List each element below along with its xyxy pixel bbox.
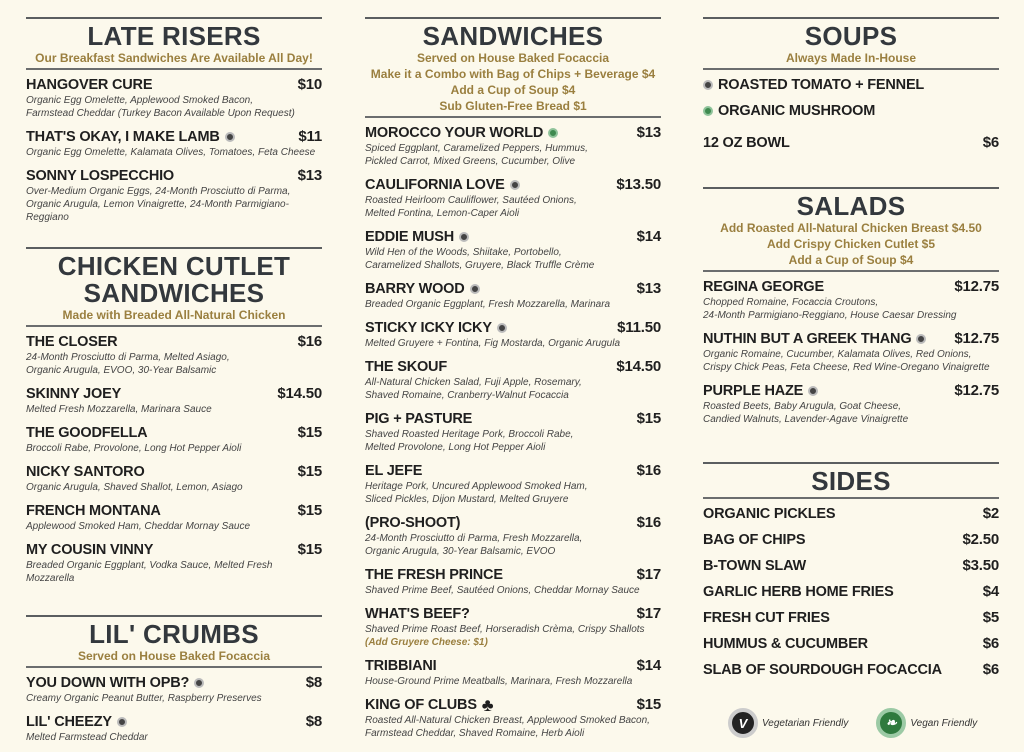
menu-item-price: $2.50: [962, 531, 999, 548]
menu-item-header: [365, 358, 661, 376]
menu-item-name-wrap: [703, 102, 875, 120]
menu-item-name-wrap: [26, 167, 174, 185]
menu-item-header: [26, 502, 322, 520]
section-subtitle: Add Roasted All-Natural Chicken Breast $4.50: [720, 221, 982, 235]
menu-item-name: PURPLE HAZE: [703, 383, 804, 399]
menu-item-name-wrap: [365, 124, 558, 142]
menu-item: [365, 566, 661, 597]
menu-item-description: Melted Farmstead Cheddar: [26, 732, 148, 743]
menu-item-description: Chopped Romaine, Focaccia Croutons, 24-Month Parmigiano-Reggiano, House Caesar Dressing: [703, 297, 957, 321]
menu-item-name-wrap: [703, 278, 824, 296]
menu-item-name: ORGANIC MUSHROOM: [718, 103, 876, 119]
menu-item: [703, 134, 999, 152]
section-divider: [703, 187, 999, 189]
menu-item-price: $6: [982, 134, 999, 151]
vegetarian-icon: [194, 678, 204, 688]
menu-item-description: Shaved Roasted Heritage Pork, Broccoli Rabe, Melted Provolone, Long Hot Pepper Aioli: [365, 429, 574, 453]
section-subtitle: Add a Cup of Soup $4: [788, 253, 914, 267]
menu-item-name: ROASTED TOMATO + FENNEL: [718, 77, 925, 93]
menu-item-price: $15: [297, 541, 322, 558]
menu-item-header: [703, 505, 999, 523]
menu-item-header: [365, 657, 661, 675]
menu-item-name: EL JEFE: [365, 463, 423, 479]
menu-item-price: $17: [636, 566, 661, 583]
vegetarian-icon: [497, 323, 507, 333]
menu-item-price: $17: [636, 605, 661, 622]
menu-item-name-wrap: [703, 557, 806, 575]
menu-item-name-wrap: [365, 176, 520, 194]
menu-item-header: [26, 385, 322, 403]
menu-item-header: [703, 134, 999, 152]
menu-item-header: [365, 605, 661, 623]
legend-vegan-label: Vegan Friendly: [910, 717, 978, 729]
menu-item-description: House-Ground Prime Meatballs, Marinara, Fresh Mozzarella: [365, 676, 633, 687]
menu-item-name: YOU DOWN WITH OPB?: [26, 675, 190, 691]
section-title: CHICKEN CUTLET: [57, 251, 291, 281]
menu-item-description: Creamy Organic Peanut Butter, Raspberry Preserves: [26, 693, 262, 704]
menu-item-header: [365, 280, 661, 298]
menu-item-name: THE CLOSER: [26, 334, 118, 350]
section-soups: [703, 17, 999, 160]
menu-item-header: [703, 661, 999, 679]
menu-item-name: MOROCCO YOUR WORLD: [365, 125, 544, 141]
menu-item-header: [365, 124, 661, 142]
section-subtitle: Always Made In-House: [785, 51, 917, 65]
menu-item-name: PIG + PASTURE: [365, 411, 473, 427]
menu-item: [365, 176, 661, 220]
menu-item-price: $16: [297, 333, 322, 350]
menu-item-description: Roasted All-Natural Chicken Breast, Applewood Smoked Bacon, Farmstead Cheddar, Shaved Romaine, Herb Aioli: [365, 715, 650, 739]
menu-item-price: $8: [305, 713, 322, 730]
menu-item-price: $14.50: [277, 385, 322, 402]
menu-item: [26, 167, 322, 224]
section-divider: [365, 116, 661, 118]
menu-item: [703, 76, 999, 94]
section-title: SALADS: [796, 191, 906, 221]
section-salads: [703, 187, 999, 434]
menu-item: [703, 278, 999, 322]
menu-item: [26, 333, 322, 377]
menu-item-name-wrap: [26, 333, 117, 351]
menu-item-header: [365, 176, 661, 194]
menu-item: [703, 531, 999, 549]
menu-item-name: KING OF CLUBS: [365, 697, 477, 713]
legend-vegan: [876, 708, 977, 738]
menu-item-description: Roasted Beets, Baby Arugula, Goat Cheese, Candied Walnuts, Lavender-Agave Vinaigrette: [703, 401, 909, 425]
menu-item-name: REGINA GEORGE: [703, 279, 824, 295]
section-chicken-cutlet: [26, 247, 322, 593]
menu-item-price: $3.50: [962, 557, 999, 574]
menu-item-price: $15: [297, 424, 322, 441]
menu-item-price: $13: [636, 280, 661, 297]
menu-item-description: 24-Month Prosciutto di Parma, Melted Asiago, Organic Arugula, EVOO, 30-Year Balsamic: [26, 352, 230, 376]
menu-item: [365, 319, 661, 350]
section-subtitle: Served on House Baked Focaccia: [416, 51, 610, 65]
vegetarian-icon: [470, 284, 480, 294]
menu-item-price: $15: [297, 502, 322, 519]
menu-item: [365, 410, 661, 454]
section-title: SANDWICHES: [422, 21, 604, 51]
vegan-icon: [703, 106, 713, 116]
menu-item-price: $14.50: [616, 358, 661, 375]
legend-vegetarian-label: Vegetarian Friendly: [762, 717, 849, 729]
legend-vegetarian: [728, 708, 848, 738]
menu-item: [26, 713, 322, 744]
section-divider: [703, 497, 999, 499]
section-divider: [365, 17, 661, 19]
menu-item-header: [365, 566, 661, 584]
section-sandwiches: [365, 17, 661, 748]
vegetarian-icon: [808, 386, 818, 396]
menu-item-description: Melted Fresh Mozzarella, Marinara Sauce: [26, 404, 212, 415]
menu-item-header: [26, 424, 322, 442]
menu-item-name-wrap: [703, 661, 942, 679]
section-sides: [703, 462, 999, 687]
menu-item-name-wrap: [26, 713, 127, 731]
menu-item-price: $13.50: [616, 176, 661, 193]
menu-item: [703, 382, 999, 426]
dietary-legend: [728, 708, 977, 738]
menu-item-description: 24-Month Prosciutto di Parma, Fresh Mozzarella, Organic Arugula, 30-Year Balsamic, EVOO: [365, 533, 583, 557]
menu-item: [703, 330, 999, 374]
vegetarian-icon: [916, 334, 926, 344]
menu-item-name: GARLIC HERB HOME FRIES: [703, 584, 894, 600]
section-divider: [26, 666, 322, 668]
section-subtitle: Make it a Combo with Bag of Chips + Beverage $4: [370, 67, 656, 81]
menu-item-header: [26, 333, 322, 351]
menu-item: [365, 280, 661, 311]
menu-item-header: [26, 713, 322, 731]
menu-item-name-wrap: [703, 505, 835, 523]
menu-item-header: [365, 514, 661, 532]
menu-item-name-wrap: [26, 463, 145, 481]
menu-item: [26, 76, 322, 120]
menu-item-description: Shaved Prime Roast Beef, Horseradish Crèma, Crispy Shallots: [365, 624, 645, 635]
menu-item: [365, 462, 661, 506]
section-divider: [703, 270, 999, 272]
vegan-icon: [548, 128, 558, 138]
menu-item-name: NICKY SANTORO: [26, 464, 145, 480]
menu-item-name: (PRO-SHOOT): [365, 515, 461, 531]
menu-item-header: [26, 541, 322, 559]
menu-item-description: Organic Egg Omelette, Kalamata Olives, Tomatoes, Feta Cheese: [26, 147, 316, 158]
menu-item-name-wrap: [703, 330, 926, 348]
menu-item-name: ORGANIC PICKLES: [703, 506, 836, 522]
menu-item-name: SONNY LOSPECCHIO: [26, 168, 175, 184]
menu-item-price: $5: [982, 609, 999, 626]
menu-item-description: Over-Medium Organic Eggs, 24-Month Prosciutto di Parma, Organic Arugula, Lemon Vinaigrette, 24-Month Parmigiano-Reggiano: [26, 186, 291, 223]
menu-item: [365, 358, 661, 402]
menu-item-price: $8: [305, 674, 322, 691]
menu-item-header: [703, 609, 999, 627]
section-divider: [26, 68, 322, 70]
vegan-badge-icon: ❧: [876, 708, 906, 738]
menu-item-name-wrap: [365, 566, 503, 584]
menu-item-header: [365, 228, 661, 246]
menu-item-description: Applewood Smoked Ham, Cheddar Mornay Sauce: [26, 521, 251, 532]
menu-item-header: [26, 167, 322, 185]
section-subtitle: Our Breakfast Sandwiches Are Available All Day!: [35, 51, 313, 65]
section-title: SOUPS: [804, 21, 898, 51]
menu-item-name-wrap: [703, 531, 805, 549]
menu-item-price: $11: [298, 128, 322, 145]
menu-item-name: SLAB OF SOURDOUGH FOCACCIA: [703, 662, 942, 678]
menu-item: [365, 514, 661, 558]
menu-item-name-wrap: [365, 228, 469, 246]
vegetarian-icon: [225, 132, 235, 142]
menu-item-name-wrap: [703, 583, 894, 601]
menu-item: [365, 124, 661, 168]
menu-item: [365, 696, 661, 740]
menu-item-header: [365, 319, 661, 337]
menu-item-price: $12.75: [954, 330, 999, 347]
menu-item-header: [26, 463, 322, 481]
menu-item-name: HANGOVER CURE: [26, 77, 153, 93]
section-divider: [26, 247, 322, 249]
menu-item-header: [703, 330, 999, 348]
menu-item-price: $16: [636, 514, 661, 531]
menu-item-price: $12.75: [954, 278, 999, 295]
menu-item-description: Melted Gruyere + Fontina, Fig Mostarda, Organic Arugula: [365, 338, 621, 349]
menu-item: [26, 385, 322, 416]
section-divider: [26, 615, 322, 617]
menu-item-name-wrap: [26, 541, 153, 559]
menu-item-name: BAG OF CHIPS: [703, 532, 806, 548]
menu-item-name-wrap: [26, 385, 121, 403]
menu-item-price: $16: [636, 462, 661, 479]
menu-item-name: SKINNY JOEY: [26, 386, 122, 402]
menu-item-name: CAULIFORNIA LOVE: [365, 177, 505, 193]
menu-item-name: STICKY ICKY ICKY: [365, 320, 492, 336]
menu-item: [703, 505, 999, 523]
menu-item-name: LIL' CHEEZY: [26, 714, 112, 730]
menu-item: [26, 502, 322, 533]
menu-item-price: $4: [982, 583, 999, 600]
menu-item-name-wrap: [365, 605, 470, 623]
section-title: LATE RISERS: [87, 21, 261, 51]
menu-item-header: [703, 76, 999, 94]
section-title: SANDWICHES: [83, 278, 265, 308]
section-subtitle: Add Crispy Chicken Cutlet $5: [766, 237, 936, 251]
vegetarian-icon: [703, 80, 713, 90]
vegetarian-icon: [117, 717, 127, 727]
menu-item-price: $11.50: [617, 319, 661, 336]
menu-item: [365, 657, 661, 688]
menu-item-price: $6: [982, 635, 999, 652]
menu-item: [26, 674, 322, 705]
menu-item: [703, 557, 999, 575]
section-title: SIDES: [811, 466, 891, 496]
menu-item-description: Breaded Organic Eggplant, Vodka Sauce, Melted Fresh Mozzarella: [26, 560, 273, 584]
section-subtitle: Add a Cup of Soup $4: [450, 83, 576, 97]
menu-item-name: EDDIE MUSH: [365, 229, 455, 245]
section-title: LIL' CRUMBS: [89, 619, 259, 649]
menu-item-header: [365, 696, 661, 714]
menu-item-header: [26, 128, 322, 146]
menu-item-description: Shaved Prime Beef, Sautéed Onions, Cheddar Mornay Sauce: [365, 585, 640, 596]
section-lil-crumbs: [26, 615, 322, 752]
menu-item-name-wrap: [703, 609, 830, 627]
club-icon: ♣: [481, 695, 494, 715]
menu-item: [703, 635, 999, 653]
menu-item-name: HUMMUS & CUCUMBER: [703, 636, 868, 652]
section-subtitle: Sub Gluten-Free Bread $1: [439, 99, 587, 113]
menu-item-name-wrap: [26, 502, 161, 520]
menu-item-name: FRENCH MONTANA: [26, 503, 161, 519]
menu-item-header: [26, 76, 322, 94]
menu-item-description: Breaded Organic Eggplant, Fresh Mozzarella, Marinara: [365, 299, 611, 310]
menu-item-description: Heritage Pork, Uncured Applewood Smoked Ham, Sliced Pickles, Dijon Mustard, Melted Gruyere: [365, 481, 588, 505]
menu-item-header: [703, 102, 999, 120]
menu-item-note: (Add Gruyere Cheese: $1): [365, 637, 488, 648]
menu-item-header: [703, 382, 999, 400]
menu-item-name-wrap: [26, 424, 147, 442]
menu-item-name-wrap: [365, 657, 437, 675]
menu-item-description: Organic Egg Omelette, Applewood Smoked Bacon, Farmstead Cheddar (Turkey Bacon Available Upon Request): [26, 95, 295, 119]
menu-item-name-wrap: [365, 696, 493, 714]
menu-item-name: B-TOWN SLAW: [703, 558, 807, 574]
menu-item-name: BARRY WOOD: [365, 281, 465, 297]
menu-item: [365, 605, 661, 649]
menu-item-name-wrap: [26, 128, 235, 146]
menu-item-name: THE SKOUF: [365, 359, 447, 375]
menu-item-name: MY COUSIN VINNY: [26, 542, 154, 558]
menu-item-name-wrap: [26, 674, 204, 692]
section-subtitle: Served on House Baked Focaccia: [77, 649, 271, 663]
menu-item-header: [703, 583, 999, 601]
menu-item-name-wrap: [703, 635, 868, 653]
menu-item-name-wrap: [365, 319, 507, 337]
menu-item: [26, 541, 322, 585]
vegetarian-icon: [459, 232, 469, 242]
menu-item-name-wrap: [703, 382, 818, 400]
menu-item: [26, 128, 322, 159]
menu-item-name: THE FRESH PRINCE: [365, 567, 503, 583]
vegetarian-icon: [510, 180, 520, 190]
menu-item-price: $14: [636, 228, 661, 245]
menu-item-name-wrap: [703, 134, 790, 152]
menu-item-description: All-Natural Chicken Salad, Fuji Apple, Rosemary, Shaved Romaine, Cranberry-Walnut Focaccia: [365, 377, 582, 401]
section-divider: [26, 325, 322, 327]
menu-item-description: Roasted Heirloom Cauliflower, Sautéed Onions, Melted Fontina, Lemon-Caper Aioli: [365, 195, 577, 219]
menu-item: [703, 609, 999, 627]
menu-item: [26, 424, 322, 455]
section-late-risers: [26, 17, 322, 232]
menu-item-name: THAT'S OKAY, I MAKE LAMB: [26, 129, 220, 145]
menu-item-name: WHAT'S BEEF?: [365, 606, 470, 622]
menu-item-price: $2: [982, 505, 999, 522]
menu-item-price: $14: [636, 657, 661, 674]
menu-item-description: Organic Romaine, Cucumber, Kalamata Olives, Red Onions, Crispy Chick Peas, Feta Cheese, Red Wine-Oregano Vinaigrette: [703, 349, 990, 373]
menu-item: [703, 583, 999, 601]
menu-item-name: THE GOODFELLA: [26, 425, 148, 441]
vegetarian-badge-icon: V: [728, 708, 758, 738]
menu-item-name: NUTHIN BUT A GREEK THANG: [703, 331, 912, 347]
menu-item-name-wrap: [365, 462, 422, 480]
menu-item: [703, 661, 999, 679]
menu-item-description: Organic Arugula, Shaved Shallot, Lemon, Asiago: [26, 482, 243, 493]
menu-item-name-wrap: [365, 358, 447, 376]
menu-item-name: 12 OZ BOWL: [703, 135, 790, 151]
section-divider: [703, 68, 999, 70]
menu-item-header: [703, 635, 999, 653]
menu-item-name-wrap: [365, 514, 460, 532]
menu-item-price: $15: [636, 410, 661, 427]
menu-item-description: Broccoli Rabe, Provolone, Long Hot Pepper Aioli: [26, 443, 242, 454]
section-divider: [26, 17, 322, 19]
menu-item-name-wrap: [365, 280, 480, 298]
section-divider: [703, 17, 999, 19]
menu-item-name-wrap: [26, 76, 152, 94]
menu-item-price: $13: [636, 124, 661, 141]
menu-item-price: $6: [982, 661, 999, 678]
menu-item-price: $15: [636, 696, 661, 713]
menu-item-description: Wild Hen of the Woods, Shiitake, Portobello, Caramelized Shallots, Gruyere, Black Truffle Crème: [365, 247, 595, 271]
menu-item-price: $12.75: [954, 382, 999, 399]
menu-item-header: [365, 410, 661, 428]
section-subtitle: Made with Breaded All-Natural Chicken: [62, 308, 286, 322]
menu-item-price: $15: [297, 463, 322, 480]
menu-item-header: [365, 462, 661, 480]
menu-item-description: Spiced Eggplant, Caramelized Peppers, Hummus, Pickled Carrot, Mixed Greens, Cucumber, Olive: [365, 143, 588, 167]
menu-item-price: $10: [297, 76, 322, 93]
menu-item-name-wrap: [365, 410, 472, 428]
menu-item-name: FRESH CUT FRIES: [703, 610, 830, 626]
menu-item: [26, 463, 322, 494]
section-divider: [703, 462, 999, 464]
menu-item-name: TRIBBIANI: [365, 658, 437, 674]
menu-item-price: $13: [297, 167, 322, 184]
menu-item-header: [703, 531, 999, 549]
menu-item-header: [703, 557, 999, 575]
menu-item-header: [703, 278, 999, 296]
menu-item-name-wrap: [703, 76, 924, 94]
menu-item: [365, 228, 661, 272]
menu-item-header: [26, 674, 322, 692]
menu-item: [703, 102, 999, 120]
